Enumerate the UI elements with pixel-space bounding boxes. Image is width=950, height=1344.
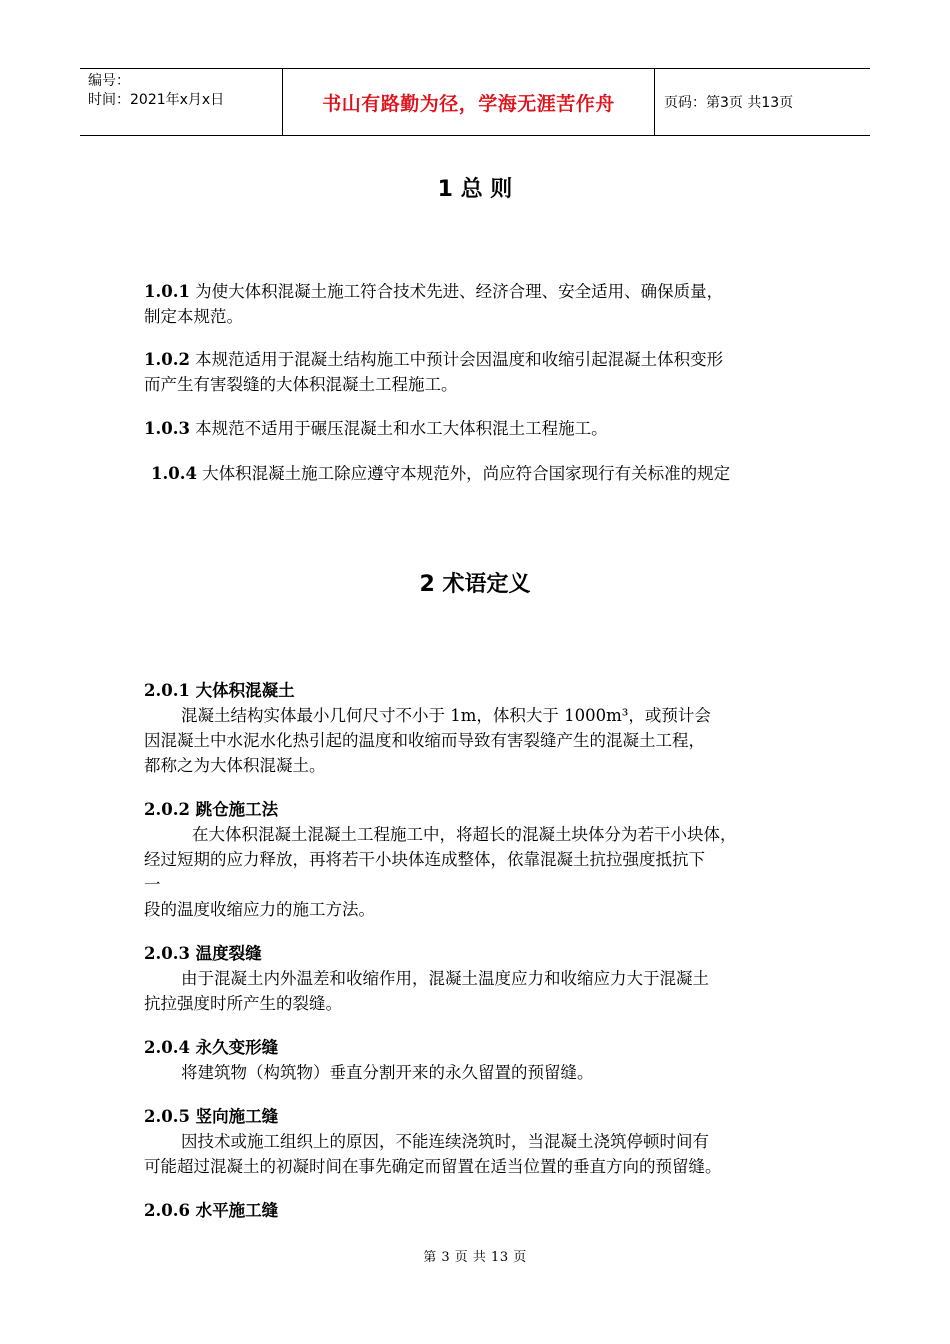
term-number: 2.0.1	[144, 681, 190, 700]
term-2-0-5-body	[144, 1129, 834, 1179]
term-number: 2.0.5	[144, 1107, 190, 1126]
clause-text-continued: 而产生有害裂缝的大体积混凝土工程施工。	[144, 375, 458, 394]
term-body-line: 由于混凝土内外温差和收缩作用，混凝土温度应力和收缩应力大于混凝土	[181, 969, 709, 988]
term-2-0-3-body	[144, 966, 834, 1016]
clause-text: 本规范不适用于碾压混凝土和水工大体积混土工程施工。	[189, 419, 608, 438]
term-number: 2.0.6	[144, 1201, 190, 1220]
clause-text: 大体积混凝土施工除应遵守本规范外，尚应符合国家现行有关标准的规定	[196, 464, 731, 483]
term-name: 温度裂缝	[189, 944, 262, 963]
term-name: 跳仓施工法	[189, 800, 279, 819]
term-2-0-1-heading	[144, 678, 295, 703]
page-code: 页码：第3页 共13页	[664, 95, 794, 111]
term-name: 竖向施工缝	[189, 1107, 279, 1126]
header-motto-cell	[282, 69, 655, 135]
term-name: 大体积混凝土	[189, 681, 295, 700]
clause-1-0-4	[151, 461, 841, 486]
clause-text: 为使大体积混凝土施工符合技术先进、经济合理、安全适用、确保质量，	[189, 282, 724, 301]
term-name: 永久变形缝	[189, 1038, 279, 1057]
term-2-0-4-body	[144, 1060, 834, 1085]
clause-number: 1.0.3	[144, 419, 190, 438]
term-number: 2.0.3	[144, 944, 190, 963]
section-1-title: 1 总 则	[437, 177, 513, 202]
term-number: 2.0.2	[144, 800, 190, 819]
header-meta	[80, 69, 282, 135]
term-body-line: 都称之为大体积混凝土。	[144, 756, 326, 775]
term-number: 2.0.4	[144, 1038, 190, 1057]
term-2-0-6-heading	[144, 1198, 278, 1223]
time-label: 时间：2021年x月x日	[88, 92, 225, 108]
clause-text-continued: 制定本规范。	[144, 307, 243, 326]
term-body-line: 可能超过混凝土的初凝时间在事先确定而留置在适当位置的垂直方向的预留缝。	[144, 1157, 722, 1176]
term-body-line: 抗拉强度时所产生的裂缝。	[144, 994, 342, 1013]
term-2-0-5-heading	[144, 1104, 278, 1129]
motto: 书山有路勤为径，学海无涯苦作舟	[322, 92, 615, 115]
term-2-0-4-heading	[144, 1035, 278, 1060]
clause-number: 1.0.1	[144, 282, 190, 301]
number-label: 编号：	[88, 73, 130, 89]
term-body-line: 段的温度收缩应力的施工方法。	[144, 900, 375, 919]
term-2-0-2-heading	[144, 797, 278, 822]
document-header	[80, 68, 870, 136]
term-body-line: 因混凝土中水泥水化热引起的温度和收缩而导致有害裂缝产生的混凝土工程，	[144, 731, 705, 750]
header-page-code-cell	[655, 69, 870, 135]
term-body-line: 将建筑物（构筑物）垂直分割开来的永久留置的预留缝。	[181, 1063, 594, 1082]
clause-1-0-1	[144, 279, 834, 329]
term-2-0-3-heading	[144, 941, 262, 966]
clause-text: 本规范适用于混凝土结构施工中预计会因温度和收缩引起混凝土体积变形	[189, 350, 724, 369]
clause-number: 1.0.4	[151, 464, 197, 483]
term-2-0-2-body	[144, 822, 834, 922]
clause-1-0-3	[144, 416, 834, 441]
term-name: 水平施工缝	[189, 1201, 279, 1220]
clause-number: 1.0.2	[144, 350, 190, 369]
clause-1-0-2	[144, 347, 834, 397]
section-2-title: 2 术语定义	[419, 572, 531, 597]
term-body-line: 一	[144, 875, 161, 894]
term-body-line: 因技术或施工组织上的原因，不能连续浇筑时，当混凝土浇筑停顿时间有	[181, 1132, 709, 1151]
page-footer: 第 3 页 共 13 页	[423, 1250, 527, 1265]
term-2-0-1-body	[144, 703, 834, 778]
term-body-line: 经过短期的应力释放，再将若干小块体连成整体，依靠混凝土抗拉强度抵抗下	[144, 850, 705, 869]
term-body-line: 混凝土结构实体最小几何尺寸不小于 1m，体积大于 1000m³，或预计会	[181, 706, 711, 725]
term-body-line: 在大体积混凝土混凝土工程施工中，将超长的混凝土块体分为若干小块体，	[192, 825, 737, 844]
